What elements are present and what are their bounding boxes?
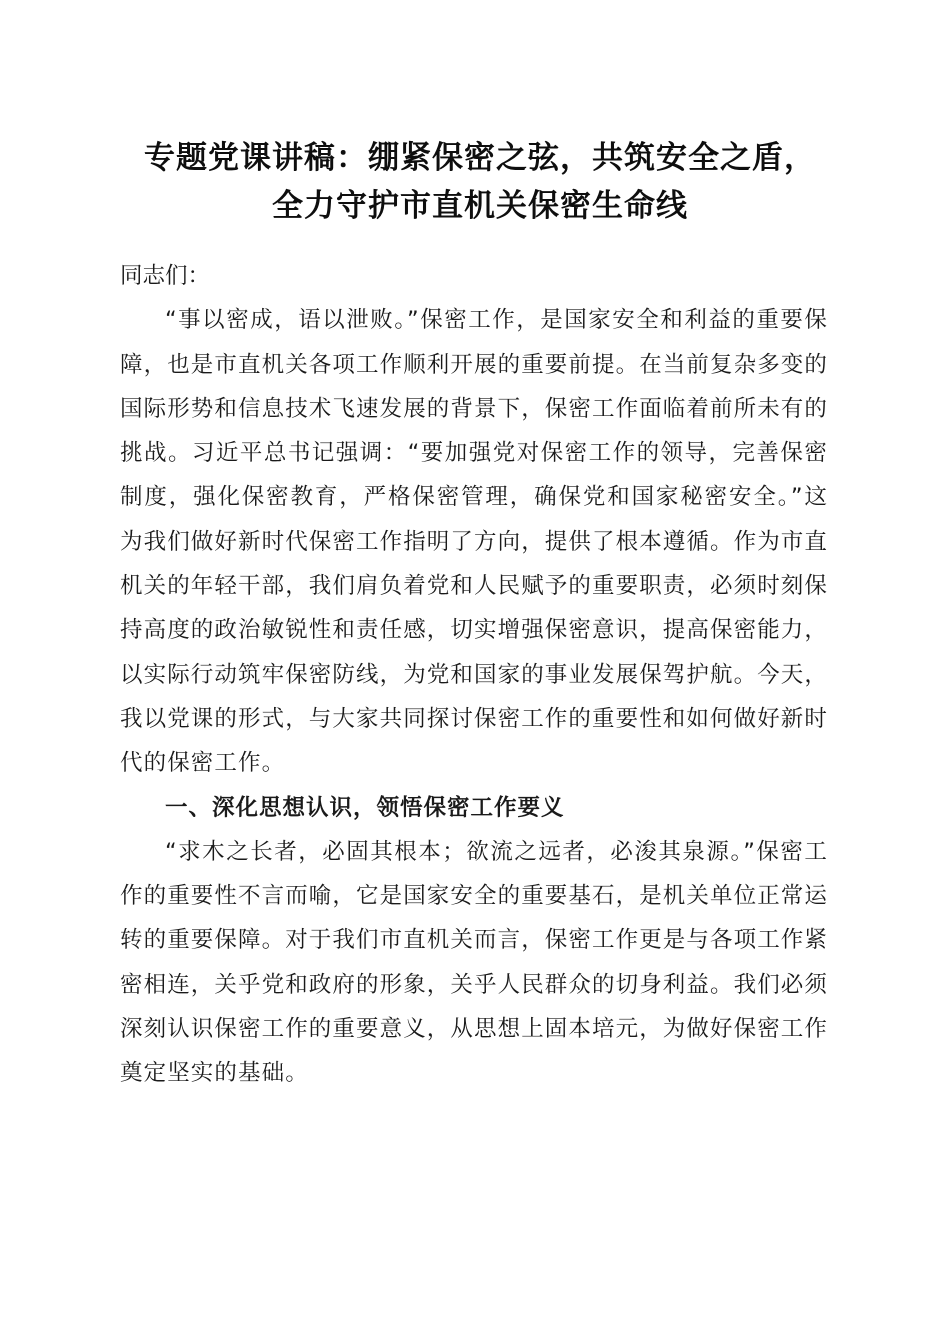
intro-paragraph: “事以密成，语以泄败。”保密工作，是国家安全和利益的重要保障，也是市直机关各项工作顺利开展的重要前提。在当前复杂多变的国际形势和信息技术飞速发展的背景下，保密工作面临着前所未有的挑战。习近平总书记强调：“要加强党对保密工作的领导，完善保密制度，强化保密教育，严格保密管理，确保党和国家秘密安全。”这为我们做好新时代保密工作指明了方向，提供了根本遵循。作为市直机关的年轻干部，我们肩负着党和人民赋予的重要职责，必须时刻保持高度的政治敏锐性和责任感，切实增强保密意识，提高保密能力，以实际行动筑牢保密防线，为党和国家的事业发展保驾护航。今天，我以党课的形式，与大家共同探讨保密工作的重要性和如何做好新时代的保密工作。 <box>120 307 829 777</box>
document-body <box>120 254 828 1096</box>
title-line-1: 专题党课讲稿：绷紧保密之弦，共筑安全之盾， <box>144 140 816 176</box>
section-heading: 一、深化思想认识，领悟保密工作要义 <box>165 794 565 821</box>
title-line-2: 全力守护市直机关保密生命线 <box>272 188 688 224</box>
section-paragraph: “求木之长者，必固其根本；欲流之远者，必浚其泉源。”保密工作的重要性不言而喻，它是国家安全的重要基石，是机关单位正常运转的重要保障。对于我们市直机关而言，保密工作更是与各项工作紧密相连，关乎党和政府的形象，关乎人民群众的切身利益。我们必须深刻认识保密工作的重要意义，从思想上固本培元，为做好保密工作奠定坚实的基础。 <box>120 838 829 1087</box>
document-title <box>110 134 850 230</box>
greeting: 同志们： <box>120 263 211 289</box>
